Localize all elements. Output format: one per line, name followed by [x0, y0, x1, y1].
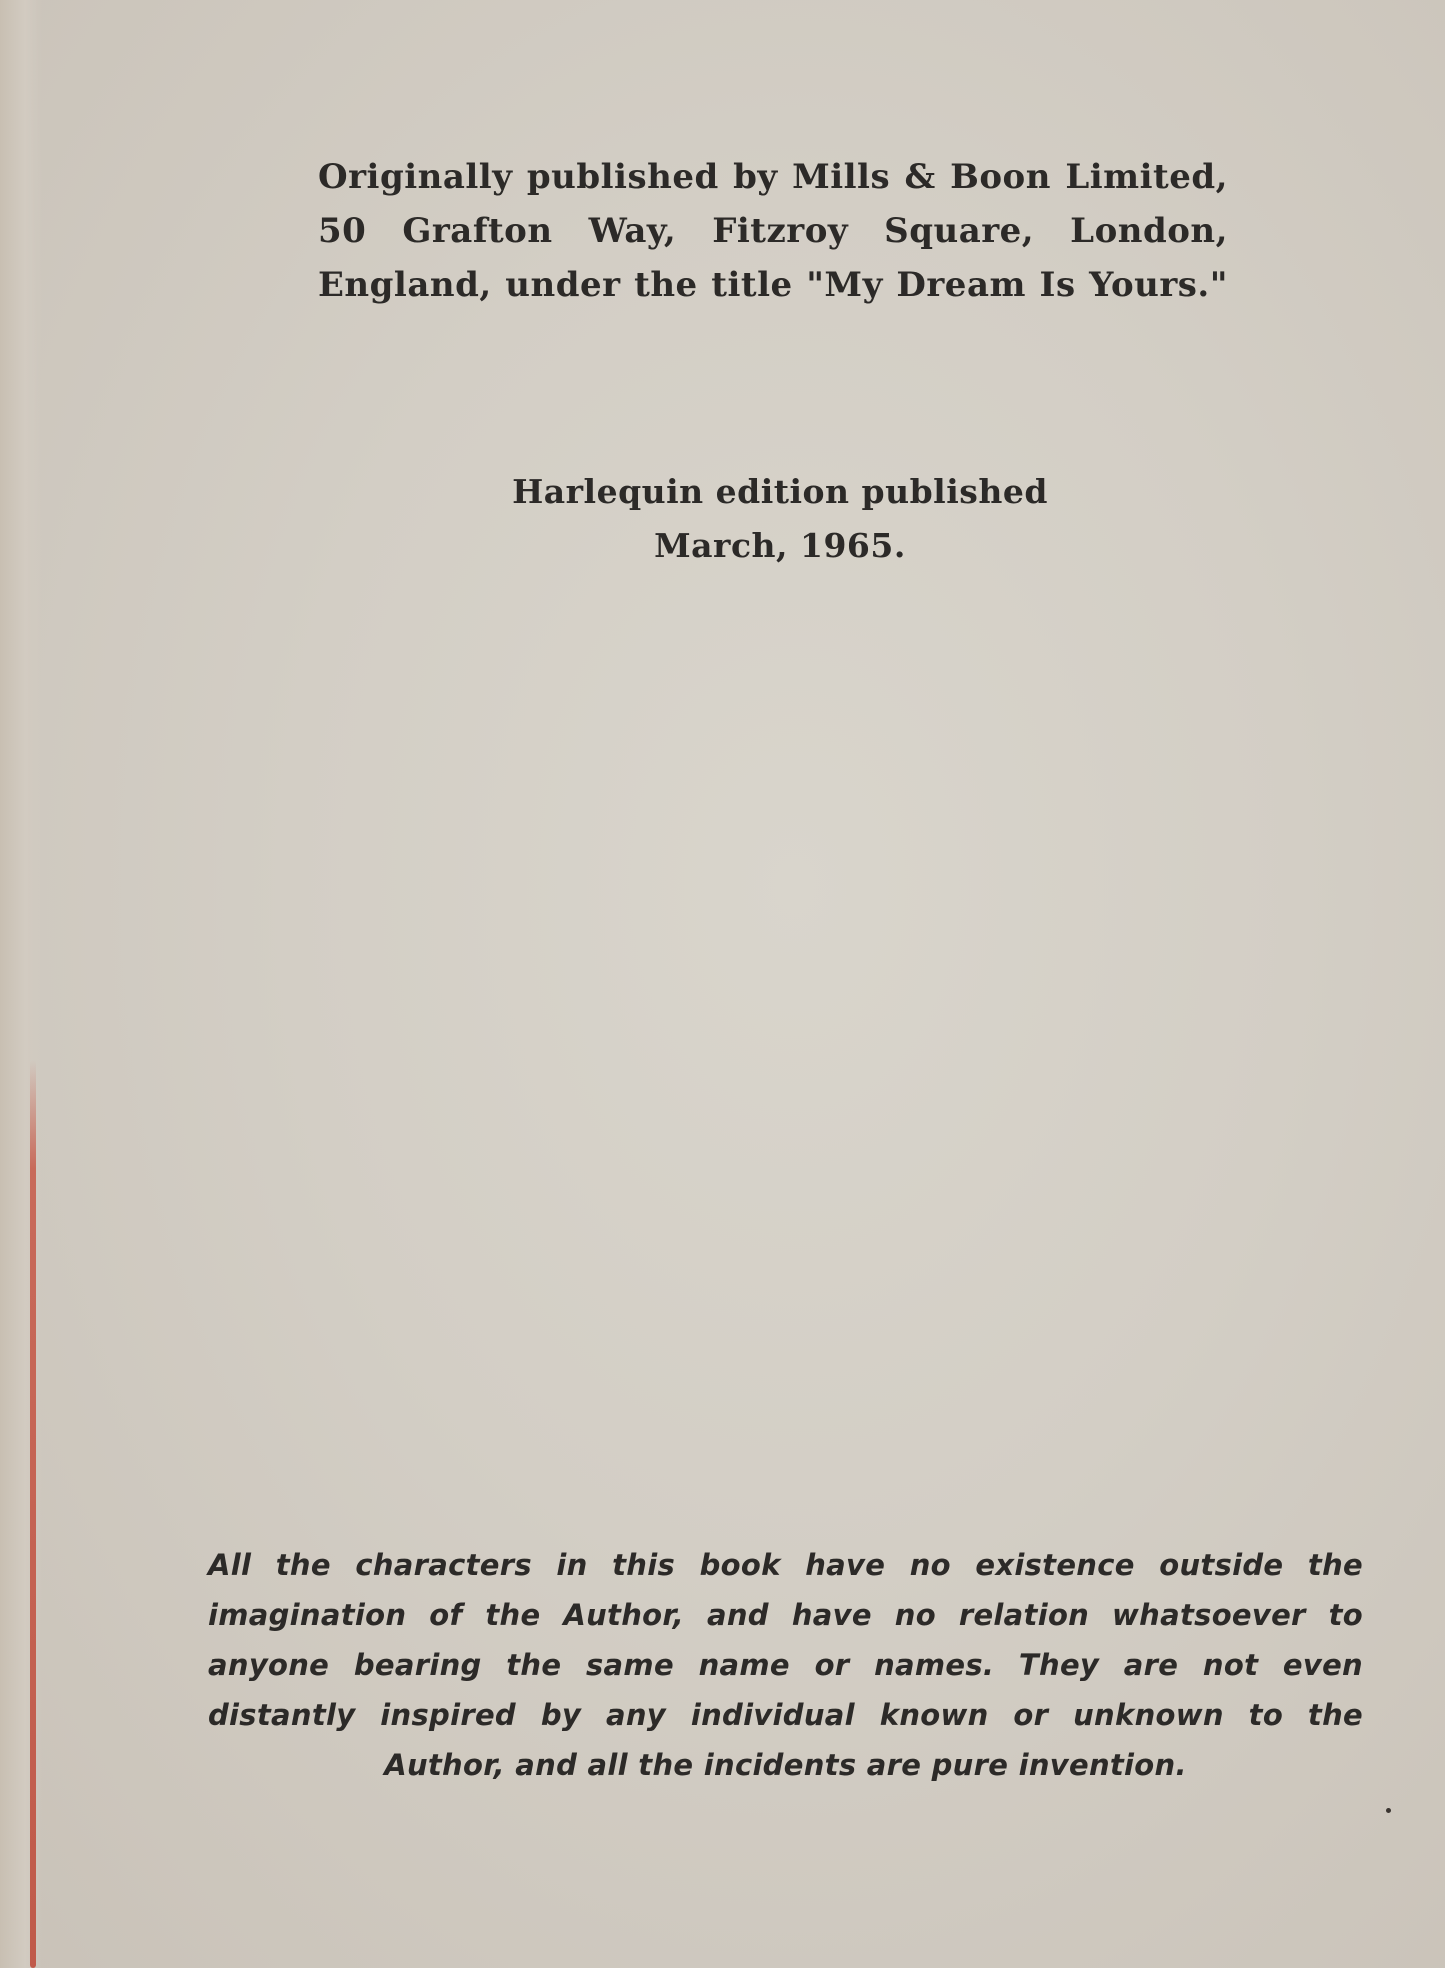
paper-speck: [1386, 1808, 1391, 1813]
edition-date: March, 1965.: [654, 526, 906, 565]
fiction-disclaimer: [208, 1540, 1363, 1790]
publication-line: Originally published by Mills & Boon Limited,: [318, 157, 1228, 197]
publication-line: 50 Grafton Way, Fitzroy Square, London,: [318, 211, 1228, 251]
disclaimer-line: distantly inspired by any individual known or unknown to the: [208, 1698, 1363, 1732]
edition-note: [400, 465, 1160, 573]
publication-line: England, under the title "My Dream Is Yours.": [318, 265, 1228, 305]
disclaimer-line: imagination of the Author, and have no relation whatsoever to: [208, 1598, 1363, 1632]
edition-line: Harlequin edition published: [512, 472, 1048, 511]
red-page-edge: [30, 1060, 36, 1968]
disclaimer-line: anyone bearing the same name or names. They are not even: [208, 1648, 1363, 1682]
publication-note: [318, 150, 1228, 312]
disclaimer-line: All the characters in this book have no existence outside the: [208, 1548, 1363, 1582]
disclaimer-line: Author, and all the incidents are pure invention.: [384, 1748, 1187, 1782]
